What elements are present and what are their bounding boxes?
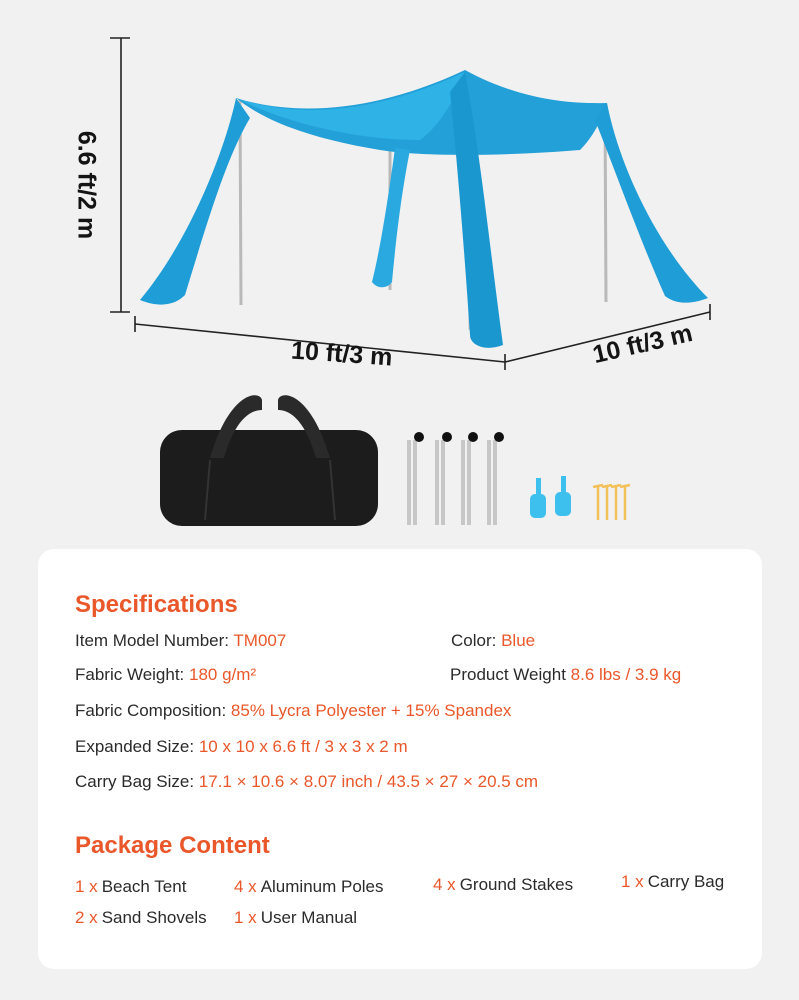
spec-fabric-composition-value: 85% Lycra Polyester + 15% Spandex: [230, 701, 512, 720]
package-item: [621, 872, 724, 892]
carry-bag: [160, 395, 378, 526]
height-label: 6.6 ft/2 m: [72, 130, 101, 240]
spec-color-value: Blue: [501, 631, 536, 650]
sand-shovels: [530, 476, 571, 518]
package-item: [234, 877, 384, 897]
spec-expanded-size-value: 10 x 10 x 6.6 ft / 3 x 3 x 2 m: [198, 737, 408, 756]
package-item: [433, 875, 573, 895]
spec-fabric-weight-row: [75, 665, 256, 685]
spec-carry-bag-size-value: 17.1 × 10.6 × 8.07 inch / 43.5 × 27 × 20.5 cm: [198, 772, 539, 791]
spec-expanded-size-row: [75, 737, 408, 757]
specifications-title: Specifications: [75, 591, 238, 618]
package-item-qty: 4 x: [234, 877, 257, 896]
spec-product-weight-value: 8.6 lbs / 3.9 kg: [570, 665, 682, 684]
package-item: [75, 908, 207, 928]
package-item: [75, 877, 186, 897]
spec-carry-bag-size-row: [75, 772, 538, 792]
width-label: 10 ft/3 m: [290, 336, 394, 372]
specifications-card: [38, 549, 762, 969]
spec-model-row: [75, 631, 286, 651]
package-item-name: Carry Bag: [647, 872, 725, 891]
spec-product-weight-label: Product Weight: [450, 665, 566, 684]
ground-stakes: [593, 485, 630, 520]
package-item-name: User Manual: [260, 908, 358, 927]
spec-fabric-weight-label: Fabric Weight:: [75, 665, 185, 684]
package-item-name: Ground Stakes: [459, 875, 574, 894]
spec-model-value: TM007: [233, 631, 287, 650]
aluminum-poles: [409, 432, 504, 525]
spec-fabric-weight-value: 180 g/m²: [189, 665, 257, 684]
spec-color-row: [451, 631, 535, 651]
package-content-title: Package Content: [75, 832, 270, 859]
package-item-qty: 4 x: [433, 875, 456, 894]
spec-fabric-composition-row: [75, 701, 511, 721]
package-item-name: Beach Tent: [101, 877, 187, 896]
package-item-qty: 1 x: [234, 908, 257, 927]
beach-tent: [140, 70, 708, 348]
package-item-qty: 1 x: [75, 877, 98, 896]
package-item-qty: 1 x: [621, 872, 644, 891]
spec-expanded-size-label: Expanded Size:: [75, 737, 195, 756]
spec-carry-bag-size-label: Carry Bag Size:: [75, 772, 195, 791]
package-item: [234, 908, 357, 928]
package-item-name: Aluminum Poles: [260, 877, 384, 896]
height-dimension-line: [110, 38, 130, 312]
spec-color-label: Color:: [451, 631, 497, 650]
spec-product-weight-row: [450, 665, 681, 685]
package-item-name: Sand Shovels: [101, 908, 207, 927]
spec-model-label: Item Model Number:: [75, 631, 229, 650]
spec-fabric-composition-label: Fabric Composition:: [75, 701, 227, 720]
depth-label: 10 ft/3 m: [590, 318, 696, 370]
package-item-qty: 2 x: [75, 908, 98, 927]
